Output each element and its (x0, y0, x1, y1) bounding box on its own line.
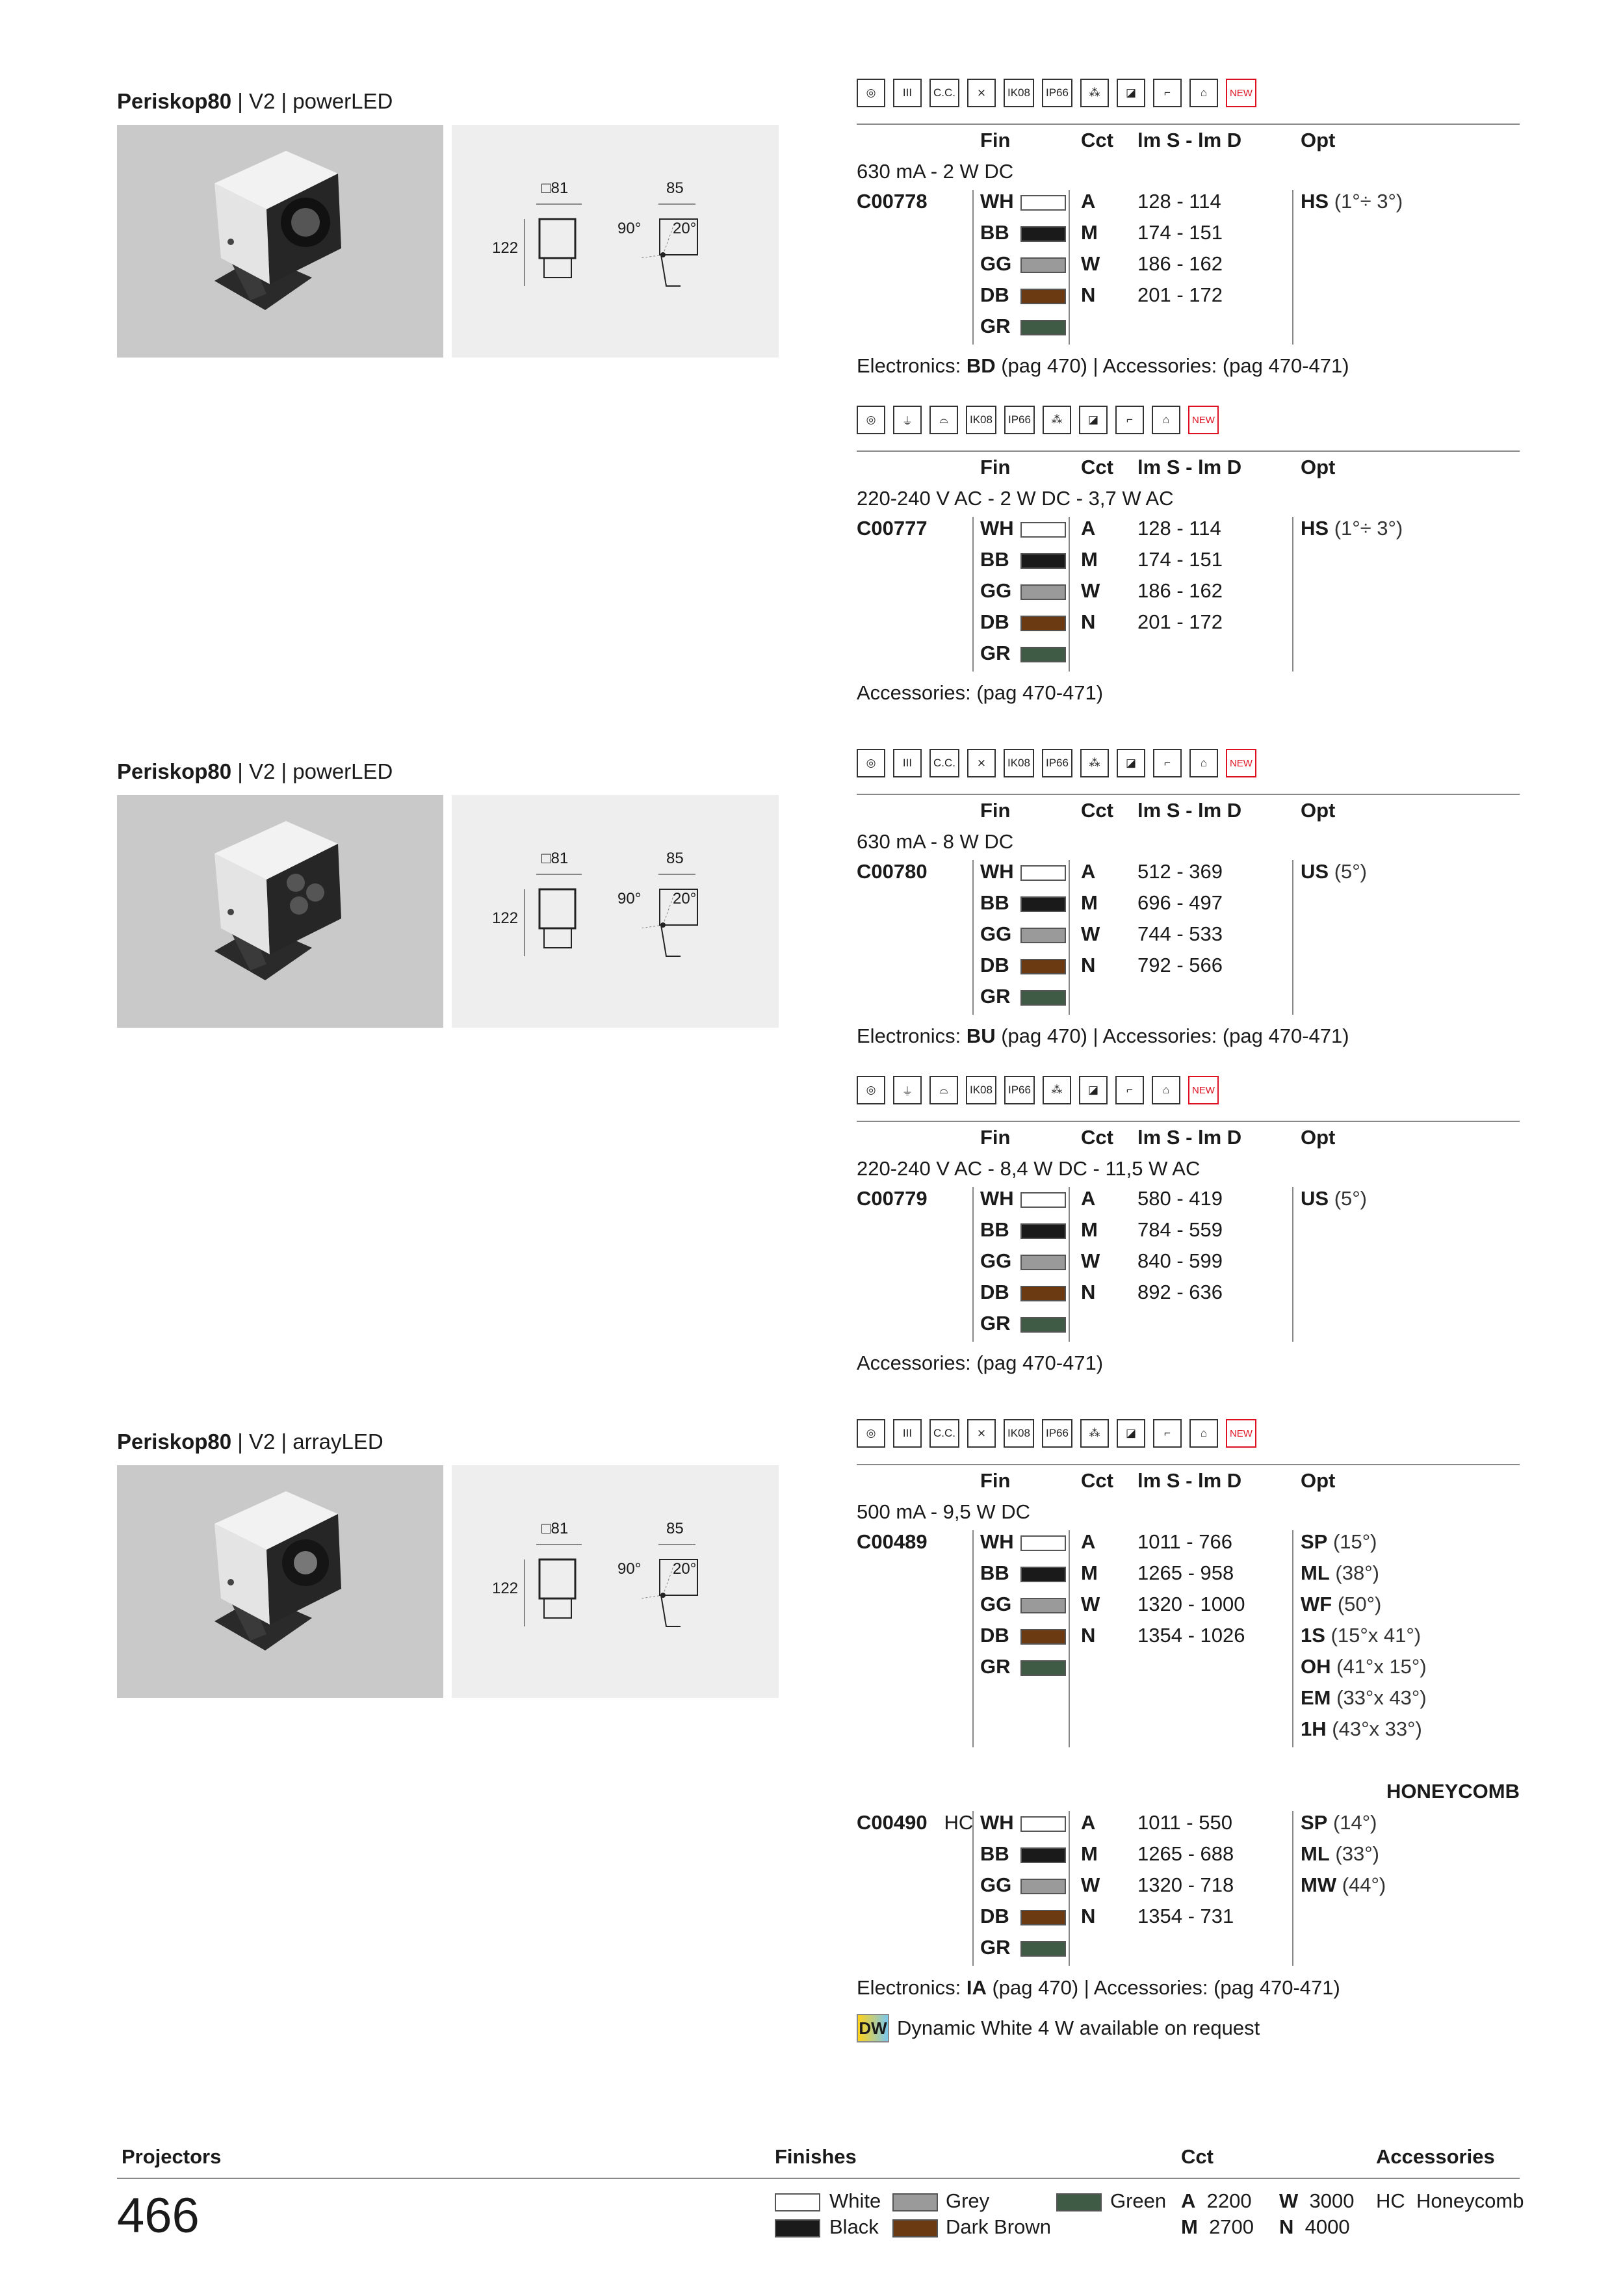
cct-code: M (1081, 221, 1098, 244)
footer-accessories-label: Accessories (1376, 2145, 1495, 2168)
option: ML (33°) (1301, 1842, 1379, 1865)
product-photo-2 (117, 795, 443, 1028)
beam-down-icon: ⁂ (1080, 1419, 1109, 1448)
finish-code: GG (980, 1873, 1012, 1896)
finish-code: GR (980, 1312, 1011, 1335)
ip66-icon: IP66 (1042, 79, 1072, 107)
product-code: C00489 (857, 1530, 928, 1553)
header-opt: Opt (1301, 799, 1336, 822)
wall-mount-icon: ⌐ (1153, 79, 1182, 107)
finish-code: BB (980, 1561, 1009, 1584)
dim-square: □81 (541, 850, 569, 867)
product-title-2: Periskop80 | V2 | powerLED (117, 759, 393, 783)
option: HS (1°÷ 3°) (1301, 517, 1403, 540)
finish-swatch-grey (1020, 928, 1066, 943)
cct-code: A (1081, 517, 1096, 540)
angle-90: 90° (617, 1560, 642, 1578)
ip66-icon: IP66 (1042, 1419, 1072, 1448)
finish-swatch-white (1020, 865, 1066, 881)
option: US (5°) (1301, 860, 1367, 883)
product-code: C00777 (857, 517, 928, 540)
cct-code: W (1081, 1593, 1100, 1615)
cct-code: M (1081, 1842, 1098, 1865)
finish-swatch-black (1020, 1567, 1066, 1582)
finish-code: DB (980, 954, 1009, 976)
power-spec: 220-240 V AC - 2 W DC - 3,7 W AC (857, 487, 1174, 510)
new-badge-icon: NEW (1226, 1419, 1256, 1448)
finish-code: BB (980, 221, 1009, 244)
note-electronics-5: Electronics: IA (pag 470) | Accessories: (pag 470-471) (857, 1976, 1340, 1999)
finish-swatch-grey (1020, 1598, 1066, 1613)
lumen-value: 1320 - 1000 (1137, 1593, 1245, 1615)
lumen-value: 174 - 151 (1137, 221, 1223, 244)
finish-code: GR (980, 985, 1011, 1008)
new-badge-icon: NEW (1226, 749, 1256, 777)
lumen-value: 696 - 497 (1137, 891, 1223, 914)
lumen-value: 1320 - 718 (1137, 1873, 1234, 1896)
no-cover-icon: ⨯ (967, 749, 996, 777)
finish-code: DB (980, 1281, 1009, 1303)
beam-down-icon: ⁂ (1043, 1076, 1071, 1104)
product-title-1: Periskop80 | V2 | powerLED (117, 89, 393, 113)
power-spec: 500 mA - 9,5 W DC (857, 1500, 1031, 1523)
lumen-value: 512 - 369 (1137, 860, 1223, 883)
beam-angle-icon: ◪ (1079, 406, 1108, 434)
product-title-3: Periskop80 | V2 | arrayLED (117, 1429, 383, 1454)
legend-grey: Grey (946, 2189, 990, 2212)
recessed-icon: ◎ (857, 1076, 885, 1104)
option: WF (50°) (1301, 1593, 1382, 1615)
finish-code: GR (980, 1655, 1011, 1678)
cct-code: A (1081, 860, 1096, 883)
ik08-icon: IK08 (966, 1076, 996, 1104)
header-fin: Fin (980, 1126, 1011, 1149)
finish-swatch-brown (1020, 1629, 1066, 1645)
product-code: C00490 HC (857, 1811, 974, 1834)
lumen-value: 1265 - 958 (1137, 1561, 1234, 1584)
icon-strip-3 (857, 748, 1256, 779)
honeycomb-label: HONEYCOMB (1386, 1780, 1520, 1803)
power-spec: 630 mA - 2 W DC (857, 160, 1014, 183)
footer-section-title: Projectors (122, 2145, 222, 2168)
dim-depth: 85 (666, 179, 684, 197)
finish-code: GG (980, 1249, 1012, 1272)
note-electronics-3: Electronics: BU (pag 470) | Accessories: (pag 470-471) (857, 1024, 1349, 1047)
header-cct: Cct (1081, 129, 1113, 151)
dim-square: □81 (541, 1520, 569, 1537)
finish-code: WH (980, 860, 1014, 883)
lumen-value: 201 - 172 (1137, 610, 1223, 633)
finish-code: BB (980, 891, 1009, 914)
finish-code: GG (980, 922, 1012, 945)
wall-mount-icon: ⌐ (1153, 749, 1182, 777)
cct-code: N (1081, 1281, 1096, 1303)
lumen-value: 1354 - 731 (1137, 1905, 1234, 1927)
beam-down-icon: ⁂ (1043, 406, 1071, 434)
technical-drawing-1 (452, 125, 779, 358)
lumen-value: 186 - 162 (1137, 252, 1223, 275)
cct-code: W (1081, 579, 1100, 602)
header-fin: Fin (980, 1469, 1011, 1492)
angle-20: 20° (673, 1560, 697, 1578)
ip66-icon: IP66 (1004, 1076, 1035, 1104)
product-code: C00780 (857, 860, 928, 883)
header-lm: lm S - lm D (1137, 1126, 1242, 1149)
note-accessories-2: Accessories: (pag 470-471) (857, 681, 1104, 704)
product-code: C00779 (857, 1187, 928, 1210)
cct-code: M (1081, 1561, 1098, 1584)
angle-20: 20° (673, 890, 697, 907)
dim-depth: 85 (666, 1520, 684, 1537)
footer-finishes-label: Finishes (775, 2145, 857, 2168)
beam-down-icon: ⁂ (1080, 79, 1109, 107)
beam-angle-icon: ◪ (1117, 749, 1145, 777)
finish-swatch-green (1020, 990, 1066, 1006)
outdoor-house-icon: ⌂ (1189, 79, 1218, 107)
legend-green: Green (1110, 2189, 1167, 2212)
finish-swatch-grey (1020, 1879, 1066, 1894)
legend-swatch-white (775, 2193, 820, 2211)
product-photo-1 (117, 125, 443, 358)
finish-swatch-black (1020, 553, 1066, 569)
legend-swatch-black (775, 2219, 820, 2237)
finish-swatch-white (1020, 522, 1066, 538)
lumen-value: 744 - 533 (1137, 922, 1223, 945)
cct-code: N (1081, 1905, 1096, 1927)
finish-code: WH (980, 1530, 1014, 1553)
header-fin: Fin (980, 456, 1011, 478)
header-opt: Opt (1301, 1126, 1336, 1149)
header-opt: Opt (1301, 456, 1336, 478)
finish-swatch-white (1020, 1535, 1066, 1551)
cct-code: W (1081, 1249, 1100, 1272)
recessed-icon: ◎ (857, 749, 885, 777)
finish-swatch-brown (1020, 1286, 1066, 1301)
lumen-value: 1011 - 766 (1137, 1530, 1232, 1553)
option: ML (38°) (1301, 1561, 1379, 1584)
no-cover-icon: ⨯ (967, 1419, 996, 1448)
note-accessories-4: Accessories: (pag 470-471) (857, 1351, 1104, 1374)
header-opt: Opt (1301, 1469, 1336, 1492)
legend-white: White (829, 2189, 881, 2212)
outdoor-house-icon: ⌂ (1189, 1419, 1218, 1448)
lumen-value: 201 - 172 (1137, 283, 1223, 306)
finish-swatch-white (1020, 1816, 1066, 1832)
option: MW (44°) (1301, 1873, 1386, 1896)
cct-code: W (1081, 1873, 1100, 1896)
lumen-value: 580 - 419 (1137, 1187, 1223, 1210)
finish-code: WH (980, 190, 1014, 213)
legend-black: Black (829, 2215, 879, 2238)
option: US (5°) (1301, 1187, 1367, 1210)
cct-code: N (1081, 1624, 1096, 1647)
dim-depth: 85 (666, 850, 684, 867)
finish-code: GG (980, 1593, 1012, 1615)
lumen-value: 840 - 599 (1137, 1249, 1223, 1272)
header-fin: Fin (980, 799, 1011, 822)
recessed-icon: ◎ (857, 1419, 885, 1448)
finish-swatch-white (1020, 1192, 1066, 1208)
option: OH (41°x 15°) (1301, 1655, 1427, 1678)
ip66-icon: IP66 (1004, 406, 1035, 434)
finish-swatch-brown (1020, 1910, 1066, 1925)
beam-angle-icon: ◪ (1117, 1419, 1145, 1448)
lumen-value: 784 - 559 (1137, 1218, 1223, 1241)
finish-code: GR (980, 315, 1011, 337)
legend-cct-n: N 4000 (1279, 2215, 1350, 2238)
outdoor-house-icon: ⌂ (1152, 406, 1180, 434)
option: 1S (15°x 41°) (1301, 1624, 1422, 1647)
finish-swatch-black (1020, 1847, 1066, 1863)
finish-swatch-grey (1020, 1255, 1066, 1270)
icon-strip-5 (857, 1418, 1256, 1449)
header-lm: lm S - lm D (1137, 456, 1242, 478)
constant-current-icon: C.C. (929, 1419, 959, 1448)
angle-90: 90° (617, 890, 642, 907)
legend-cct-a: A 2200 (1181, 2189, 1252, 2212)
option: EM (33°x 43°) (1301, 1686, 1427, 1709)
finish-swatch-brown (1020, 289, 1066, 304)
footer-cct-label: Cct (1181, 2145, 1214, 2168)
icon-strip-1 (857, 77, 1256, 109)
constant-current-icon: C.C. (929, 79, 959, 107)
class-3-icon: III (893, 1419, 922, 1448)
outdoor-house-icon: ⌂ (1189, 749, 1218, 777)
finish-code: DB (980, 283, 1009, 306)
cover-icon: ⌓ (929, 1076, 958, 1104)
cover-icon: ⌓ (929, 406, 958, 434)
legend-cct-w: W 3000 (1279, 2189, 1355, 2212)
finish-code: GG (980, 252, 1012, 275)
finish-code: WH (980, 1811, 1014, 1834)
finish-swatch-black (1020, 1223, 1066, 1239)
beam-down-icon: ⁂ (1080, 749, 1109, 777)
cct-code: A (1081, 190, 1096, 213)
new-badge-icon: NEW (1188, 1076, 1219, 1104)
class-3-icon: III (893, 749, 922, 777)
no-cover-icon: ⨯ (967, 79, 996, 107)
class-3-icon: III (893, 79, 922, 107)
icon-strip-4 (857, 1075, 1219, 1106)
cct-code: M (1081, 1218, 1098, 1241)
recessed-icon: ◎ (857, 406, 885, 434)
legend-dark-brown: Dark Brown (946, 2215, 1051, 2238)
ik08-icon: IK08 (1004, 1419, 1034, 1448)
header-lm: lm S - lm D (1137, 1469, 1242, 1492)
finish-code: BB (980, 1842, 1009, 1865)
finish-swatch-green (1020, 1941, 1066, 1957)
cct-code: W (1081, 252, 1100, 275)
finish-swatch-black (1020, 226, 1066, 242)
finish-swatch-grey (1020, 584, 1066, 600)
wall-mount-icon: ⌐ (1115, 406, 1144, 434)
finish-code: BB (980, 548, 1009, 571)
finish-code: BB (980, 1218, 1009, 1241)
finish-swatch-white (1020, 195, 1066, 211)
icon-strip-2 (857, 404, 1219, 436)
legend-accessory-hc: HC Honeycomb (1376, 2189, 1524, 2212)
finish-code: WH (980, 1187, 1014, 1210)
lumen-value: 1354 - 1026 (1137, 1624, 1245, 1647)
lumen-value: 186 - 162 (1137, 579, 1223, 602)
new-badge-icon: NEW (1226, 79, 1256, 107)
finish-swatch-green (1020, 647, 1066, 662)
finish-code: DB (980, 1624, 1009, 1647)
ip66-icon: IP66 (1042, 749, 1072, 777)
cct-code: N (1081, 954, 1096, 976)
finish-swatch-brown (1020, 616, 1066, 631)
finish-swatch-black (1020, 896, 1066, 912)
power-spec: 630 mA - 8 W DC (857, 830, 1014, 853)
finish-code: GR (980, 642, 1011, 664)
outdoor-house-icon: ⌂ (1152, 1076, 1180, 1104)
wall-mount-icon: ⌐ (1115, 1076, 1144, 1104)
beam-angle-icon: ◪ (1117, 79, 1145, 107)
header-cct: Cct (1081, 456, 1113, 478)
product-code: C00778 (857, 190, 928, 213)
lumen-value: 174 - 151 (1137, 548, 1223, 571)
note-dynamic-white: DW Dynamic White 4 W available on request (857, 2014, 1260, 2042)
lumen-value: 892 - 636 (1137, 1281, 1223, 1303)
cct-code: N (1081, 283, 1096, 306)
cct-code: A (1081, 1811, 1096, 1834)
angle-20: 20° (673, 220, 697, 237)
dim-square: □81 (541, 179, 569, 197)
cct-code: A (1081, 1187, 1096, 1210)
finish-code: DB (980, 610, 1009, 633)
legend-swatch-brown (892, 2219, 938, 2237)
lumen-value: 128 - 114 (1137, 517, 1221, 540)
option: SP (15°) (1301, 1530, 1377, 1553)
ik08-icon: IK08 (966, 406, 996, 434)
finish-swatch-green (1020, 320, 1066, 335)
technical-drawing-3 (452, 1465, 779, 1698)
wall-mount-icon: ⌐ (1153, 1419, 1182, 1448)
lumen-value: 1011 - 550 (1137, 1811, 1232, 1834)
page-number: 466 (117, 2188, 200, 2243)
constant-current-icon: C.C. (929, 749, 959, 777)
header-cct: Cct (1081, 799, 1113, 822)
cct-code: N (1081, 610, 1096, 633)
legend-swatch-green (1056, 2193, 1102, 2211)
cct-code: M (1081, 548, 1098, 571)
dim-height: 122 (492, 239, 519, 257)
header-opt: Opt (1301, 129, 1336, 151)
finish-code: WH (980, 517, 1014, 540)
lumen-value: 1265 - 688 (1137, 1842, 1234, 1865)
legend-swatch-grey (892, 2193, 938, 2211)
cct-code: W (1081, 922, 1100, 945)
header-fin: Fin (980, 129, 1011, 151)
earth-ground-icon: ⏚ (893, 406, 922, 434)
lumen-value: 792 - 566 (1137, 954, 1223, 976)
recessed-icon: ◎ (857, 79, 885, 107)
ik08-icon: IK08 (1004, 79, 1034, 107)
header-cct: Cct (1081, 1126, 1113, 1149)
product-photo-3 (117, 1465, 443, 1698)
cct-code: M (1081, 891, 1098, 914)
cct-code: A (1081, 1530, 1096, 1553)
option: HS (1°÷ 3°) (1301, 190, 1403, 213)
finish-code: DB (980, 1905, 1009, 1927)
power-spec: 220-240 V AC - 8,4 W DC - 11,5 W AC (857, 1157, 1201, 1180)
finish-swatch-grey (1020, 257, 1066, 273)
finish-code: GR (980, 1936, 1011, 1959)
header-lm: lm S - lm D (1137, 799, 1242, 822)
option: SP (14°) (1301, 1811, 1377, 1834)
new-badge-icon: NEW (1188, 406, 1219, 434)
lumen-value: 128 - 114 (1137, 190, 1221, 213)
dim-height: 122 (492, 1580, 519, 1597)
earth-ground-icon: ⏚ (893, 1076, 922, 1104)
finish-swatch-brown (1020, 959, 1066, 974)
technical-drawing-2 (452, 795, 779, 1028)
angle-90: 90° (617, 220, 642, 237)
finish-swatch-green (1020, 1660, 1066, 1676)
finish-swatch-green (1020, 1317, 1066, 1333)
legend-cct-m: M 2700 (1181, 2215, 1254, 2238)
beam-angle-icon: ◪ (1079, 1076, 1108, 1104)
dw-badge-icon: DW (857, 2014, 889, 2042)
header-lm: lm S - lm D (1137, 129, 1242, 151)
option: 1H (43°x 33°) (1301, 1717, 1422, 1740)
finish-code: GG (980, 579, 1012, 602)
ik08-icon: IK08 (1004, 749, 1034, 777)
dim-height: 122 (492, 909, 519, 927)
header-cct: Cct (1081, 1469, 1113, 1492)
note-electronics-1: Electronics: BD (pag 470) | Accessories: (pag 470-471) (857, 354, 1349, 377)
